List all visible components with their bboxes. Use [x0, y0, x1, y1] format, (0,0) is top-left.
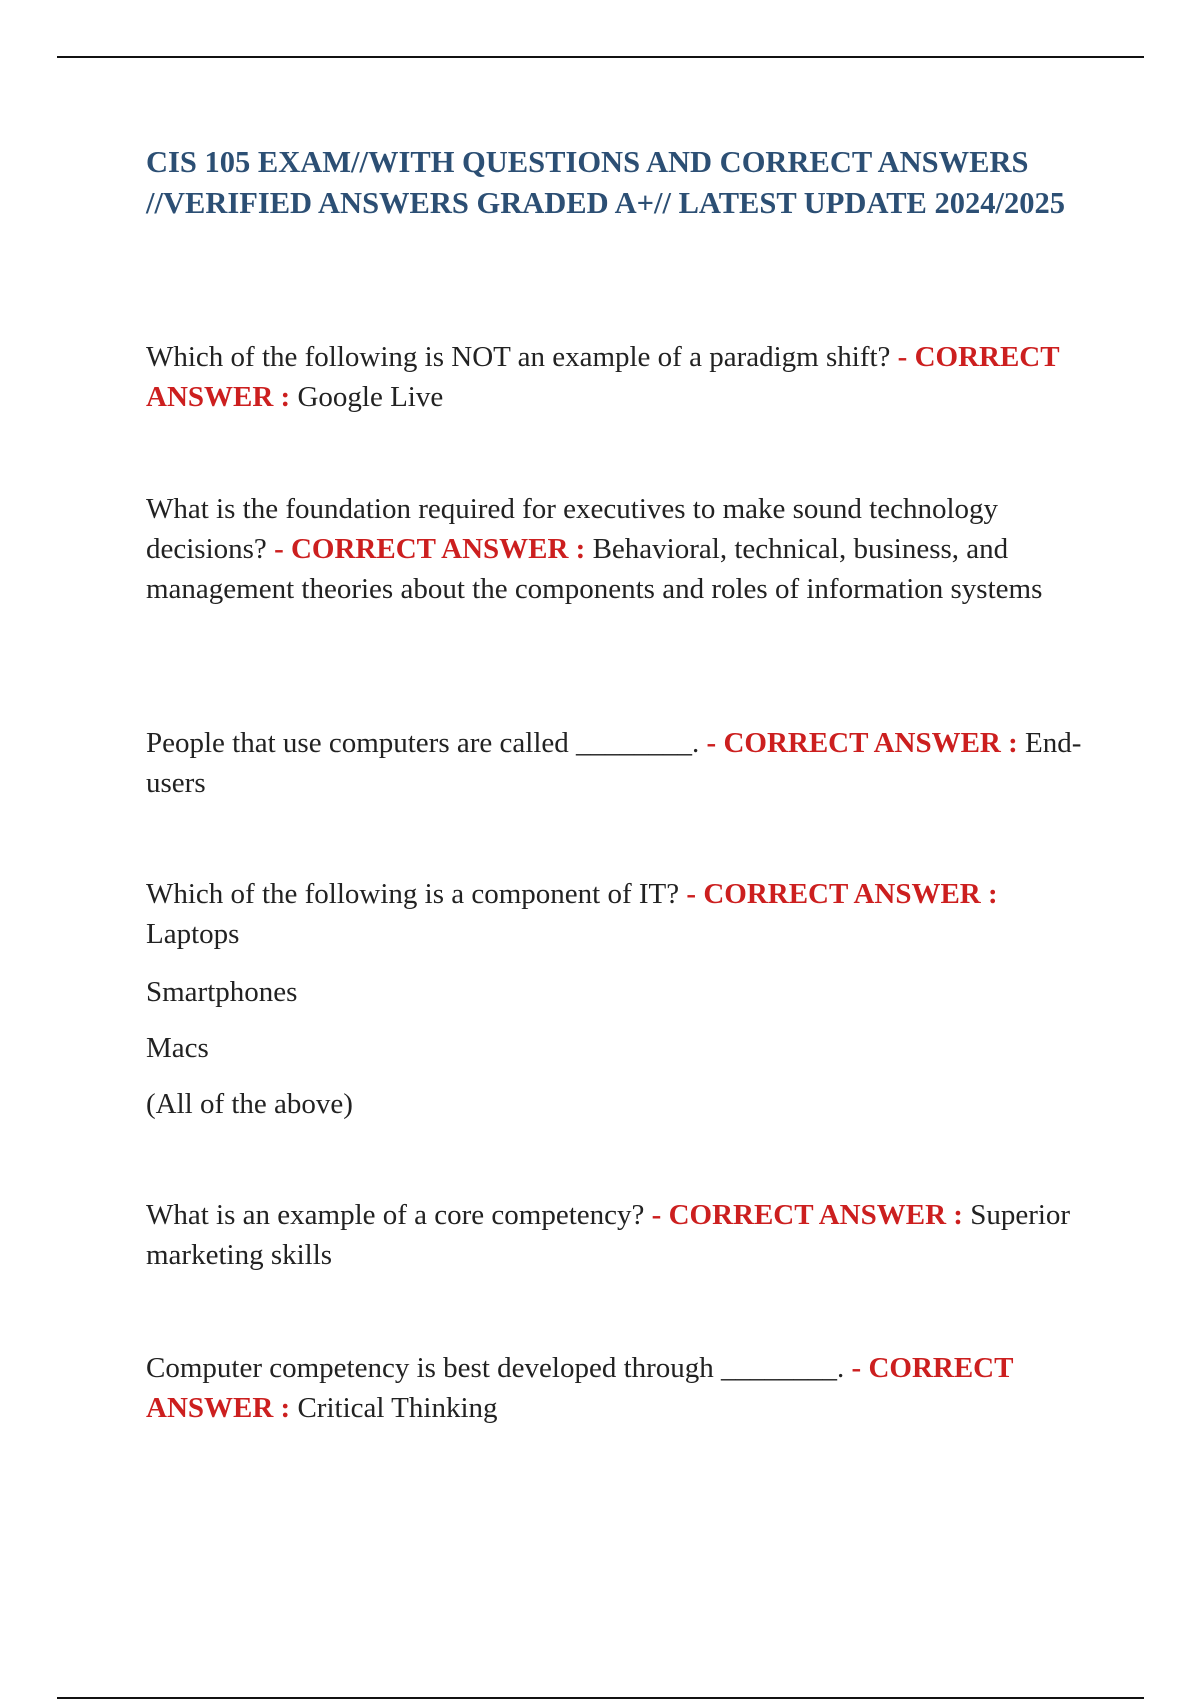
correct-answer-label: CORRECT ANSWER : — [146, 1352, 1013, 1424]
answer-text: Behavioral, technical, business, and management theories about the components and roles of information systems — [146, 533, 1043, 605]
answer-separator: - — [844, 1352, 869, 1384]
question-block-6 — [146, 1348, 1091, 1428]
correct-answer-label: CORRECT ANSWER : — [146, 341, 1060, 413]
answer-text: End-users — [146, 727, 1082, 799]
question-block-1 — [146, 337, 1091, 417]
footer-rule — [57, 1697, 1144, 1699]
answer-separator: - — [266, 533, 291, 565]
answer-text: Google Live — [290, 381, 444, 413]
answer-separator: - — [890, 341, 915, 373]
question-text: What is the foundation required for executives to make sound technology decisions? — [146, 493, 999, 565]
question-block-2 — [146, 489, 1091, 609]
document-title: CIS 105 EXAM//WITH QUESTIONS AND CORRECT ANSWERS //VERIFIED ANSWERS GRADED A+// LATEST UPDATE 2024/2025 — [146, 145, 1065, 220]
correct-answer-label: CORRECT ANSWER : — [723, 727, 1018, 759]
question-block-4 — [146, 874, 1091, 954]
header-rule — [57, 56, 1144, 58]
correct-answer-label: CORRECT ANSWER : — [703, 878, 998, 910]
answer-text: Laptops — [146, 918, 240, 950]
answer-option-line: Smartphones — [146, 976, 298, 1008]
question-block-3 — [146, 723, 1091, 803]
answer-option-line: Macs — [146, 1032, 209, 1064]
question-text: What is an example of a core competency? — [146, 1199, 645, 1231]
answer-separator: - — [679, 878, 704, 910]
correct-answer-label: CORRECT ANSWER : — [668, 1199, 963, 1231]
question-block-5 — [146, 1195, 1091, 1275]
answer-option-line: (All of the above) — [146, 1088, 353, 1120]
answer-separator: - — [699, 727, 724, 759]
answer-text: Critical Thinking — [290, 1392, 498, 1424]
answer-text: Superior marketing skills — [146, 1199, 1071, 1271]
question-text: Which of the following is NOT an example of a paradigm shift? — [146, 341, 891, 373]
question-text: Which of the following is a component of IT? — [146, 878, 680, 910]
question-text: People that use computers are called ________. — [146, 727, 700, 759]
question-text: Computer competency is best developed through ________. — [146, 1352, 845, 1384]
answer-separator: - — [644, 1199, 669, 1231]
correct-answer-label: CORRECT ANSWER : — [290, 533, 586, 565]
